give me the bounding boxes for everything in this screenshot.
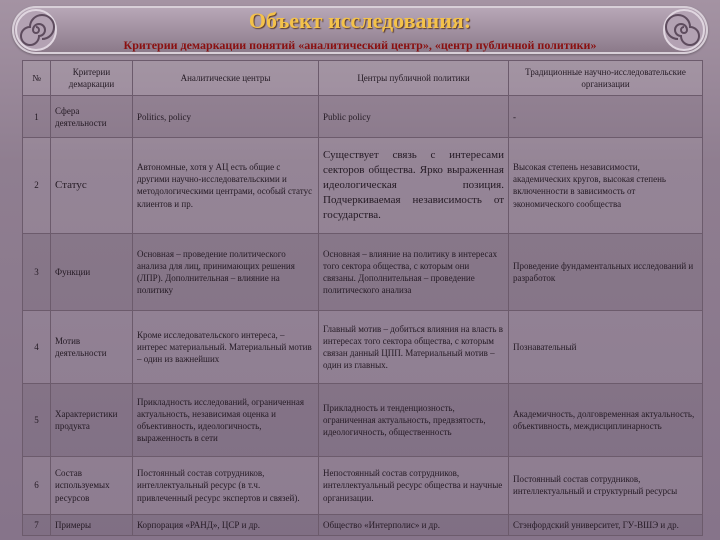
table-row — [23, 138, 703, 234]
row-number: 6 — [23, 456, 51, 514]
table-row — [23, 310, 703, 383]
column-header: Аналитические центры — [133, 61, 319, 96]
criterion-cell: Характеристики продукта — [51, 383, 133, 456]
table-row — [23, 456, 703, 514]
public-policy-cell: Общество «Интерполис» и др. — [319, 515, 509, 536]
criterion-cell: Состав используемых ресурсов — [51, 456, 133, 514]
criterion-cell: Мотив деятельности — [51, 310, 133, 383]
table-row — [23, 515, 703, 536]
public-policy-cell: Прикладность и тенденциозность, ограниченная актуальность, предвзятость, идеологичность, общественность — [319, 383, 509, 456]
column-header: Традиционные научно-исследовательские организации — [509, 61, 703, 96]
row-number: 1 — [23, 96, 51, 138]
think-tank-cell: Прикладность исследований, ограниченная актуальность, независимая оценка и объективность, идеологичность, выраженность в сети — [133, 383, 319, 456]
research-org-cell: Высокая степень независимости, академических кругов, высокая степень включенности в зависимость от экономического сообщества — [509, 138, 703, 234]
criterion-cell: Статус — [51, 138, 133, 234]
research-org-cell: Познавательный — [509, 310, 703, 383]
public-policy-cell: Непостоянный состав сотрудников, интеллектуальный ресурс общества и научные организации. — [319, 456, 509, 514]
think-tank-cell: Politics, policy — [133, 96, 319, 138]
think-tank-cell: Кроме исследовательского интереса, – интерес материальный. Материальный мотив – один из важнейших — [133, 310, 319, 383]
slide-title: Объект исследования: — [248, 8, 472, 33]
table-row — [23, 233, 703, 310]
think-tank-cell: Автономные, хотя у АЦ есть общие с другими научно-исследовательскими и методологическими центрами, особый статус клиентов и пр. — [133, 138, 319, 234]
table-header-row — [23, 61, 703, 96]
criterion-cell: Сфера деятельности — [51, 96, 133, 138]
comparison-table — [22, 60, 702, 536]
row-number: 4 — [23, 310, 51, 383]
public-policy-cell: Главный мотив – добиться влияния на власть в интересах того сектора общества, с которым связан данный ЦПП. Материальный мотив – один из главных. — [319, 310, 509, 383]
table-row — [23, 383, 703, 456]
research-org-cell: Проведение фундаментальных исследований и разработок — [509, 233, 703, 310]
column-header: Центры публичной политики — [319, 61, 509, 96]
slide-subtitle: Критерии демаркации понятий «аналитический центр», «центр публичной политики» — [123, 38, 597, 52]
research-org-cell: Постоянный состав сотрудников, интеллектуальный и структурный ресурсы — [509, 456, 703, 514]
think-tank-cell: Корпорация «РАНД», ЦСР и др. — [133, 515, 319, 536]
public-policy-cell: Public policy — [319, 96, 509, 138]
row-number: 2 — [23, 138, 51, 234]
think-tank-cell: Постоянный состав сотрудников, интеллектуальный ресурс (в т.ч. привлеченный ресурс экспертов и связей). — [133, 456, 319, 514]
column-header: № — [23, 61, 51, 96]
column-header: Критерии демаркации — [51, 61, 133, 96]
row-number: 3 — [23, 233, 51, 310]
table-row — [23, 96, 703, 138]
row-number: 5 — [23, 383, 51, 456]
public-policy-cell: Основная – влияние на политику в интересах того сектора общества, с которым они связаны. Дополнительная – проведение политического анализа — [319, 233, 509, 310]
criterion-cell: Функции — [51, 233, 133, 310]
research-org-cell: Академичность, долговременная актуальность, объективность, междисциплинарность — [509, 383, 703, 456]
row-number: 7 — [23, 515, 51, 536]
research-org-cell: - — [509, 96, 703, 138]
criterion-cell: Примеры — [51, 515, 133, 536]
research-org-cell: Стэнфордский университет, ГУ-ВШЭ и др. — [509, 515, 703, 536]
think-tank-cell: Основная – проведение политического анализа для лиц, принимающих решения (ЛПР). Дополнительная – влияние на политику — [133, 233, 319, 310]
public-policy-cell: Существует связь с интересами секторов общества. Ярко выраженная идеологическая позиция. Подчеркиваемая независимость от государства. — [319, 138, 509, 234]
